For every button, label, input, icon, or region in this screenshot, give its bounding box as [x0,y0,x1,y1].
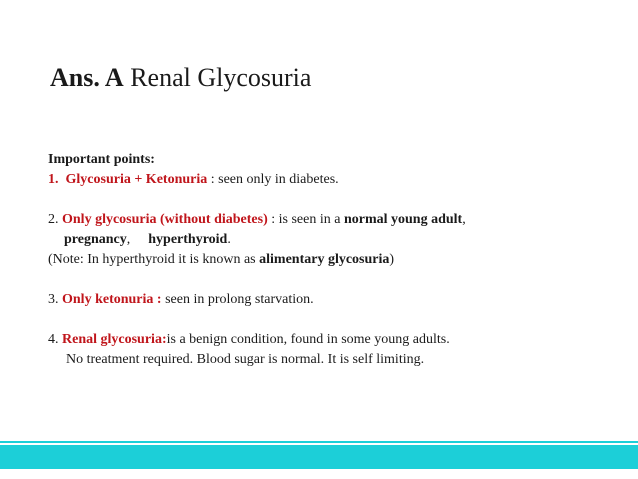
point-4-continued: No treatment required. Blood sugar is normal. It is self limiting. [66,352,425,367]
note-bold: alimentary glycosuria [259,252,390,267]
bottom-accent-bar [0,445,638,469]
point-2-bold-1: normal young adult [343,212,463,227]
point-2-continued [48,230,628,250]
slide-content [48,150,628,370]
point-1 [48,170,628,190]
point-4 [48,330,628,350]
point-2 [48,210,628,230]
point-3-highlight: Only ketonuria : [62,292,162,307]
point-3-rest: seen in prolong starvation. [161,292,314,307]
point-3-number: 3. [48,292,59,307]
point-2-middle: : is seen in a [267,212,344,227]
point-2-highlight: Only glycosuria (without diabetes) [62,212,268,227]
point-4-number: 4. [48,332,59,347]
point-2-end-2: . [227,232,231,247]
slide-title [50,62,311,94]
note-start: (Note: In hyperthyroid it is known as [48,252,260,267]
point-2-bold-3: hyperthyroid [148,232,228,247]
note-end: ) [389,252,395,267]
point-1-highlight: Glycosuria + Ketonuria [65,172,208,187]
point-4-rest: is a benign condition, found in some young adults. [166,332,450,347]
point-2-end-1: , [462,212,466,227]
title-prefix: Ans. A [50,63,124,92]
point-2-sep: , [126,232,131,247]
note [48,250,628,270]
point-4-highlight: Renal glycosuria: [62,332,167,347]
important-heading: Important points: [48,152,155,167]
point-1-rest: : seen only in diabetes. [207,172,339,187]
point-3 [48,290,628,310]
title-text: Renal Glycosuria [130,63,312,92]
bottom-divider [0,441,638,443]
point-2-bold-2: pregnancy [64,232,127,247]
point-1-number: 1. [48,172,59,187]
point-2-number: 2. [48,212,59,227]
